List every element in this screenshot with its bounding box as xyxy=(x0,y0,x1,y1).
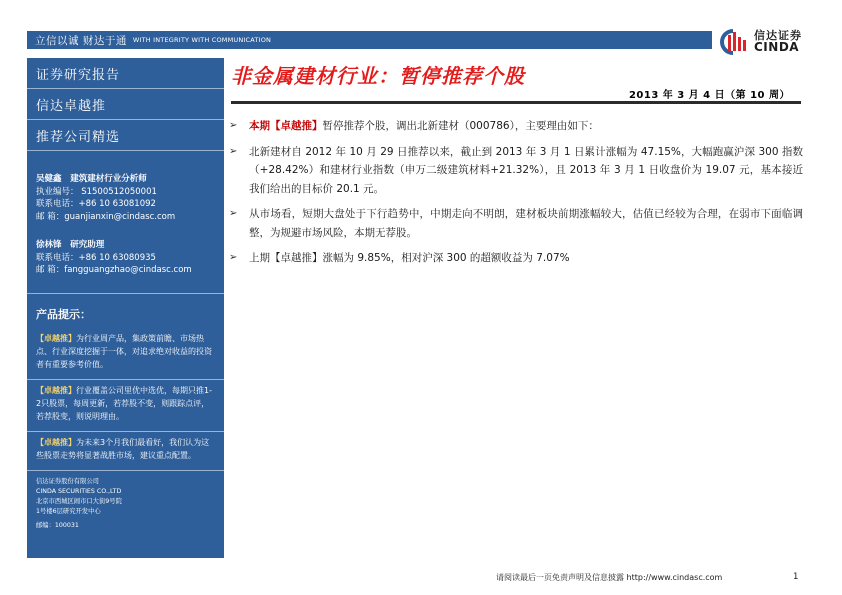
bullet-item xyxy=(229,143,803,199)
bullet-body: 暂停推荐个股，调出北新建材（000786），主要理由如下： xyxy=(322,120,599,132)
analyst-email[interactable]: 邮 箱：guanjianxin@cindasc.com xyxy=(36,211,176,222)
hint-tag: 【卓越推】 xyxy=(36,333,76,343)
analyst-license: 执业编号： S1500512050001 xyxy=(36,186,157,197)
product-hint-item xyxy=(27,328,224,380)
analyst-email[interactable]: 邮 箱：fangguangzhao@cindasc.com xyxy=(36,265,192,275)
company-address: 北京市西城区闹市口大街9号院 xyxy=(36,497,122,505)
cinda-logo-icon xyxy=(716,26,752,56)
bullet-emphasis: 本期【卓越推】 xyxy=(249,120,323,132)
analyst-title: 建筑建材行业分析师 xyxy=(70,174,147,184)
footer-disclaimer[interactable]: 请阅读最后一页免责声明及信息披露 http://www.cindasc.com xyxy=(496,573,723,582)
company-name-en: CINDA SECURITIES CO.,LTD xyxy=(36,487,122,495)
report-date: 2013 年 3 月 4 日（第 10 周） xyxy=(628,90,790,101)
analyst-name: 徐林锋 xyxy=(36,240,62,250)
bullet-item xyxy=(229,205,803,242)
bullet-body: 北新建材自 2012 年 10 月 29 日推荐以来，截止到 2013 年 3 月 1 日累计涨幅为 47.15%，大幅跑赢沪深 300 指数（+28.42%）和建材行业指数（申万二级建筑材料+21.32%），且 2013 年 3 月 1 日收盘价为 19.07 元，基本接近我们给出的目标价 20.1 元。 xyxy=(249,145,803,195)
hint-text: 为行业周产品，集政策前瞻、市场热点、行业深度挖掘于一体，对追求绝对收益的投资者有重要参考价值。 xyxy=(36,333,212,369)
analyst-title: 研究助理 xyxy=(70,240,105,250)
arrow-bullet-icon: ➢ xyxy=(229,120,238,131)
sidebar-heading-section: 推荐公司精选 xyxy=(27,120,224,151)
analyst-phone: 联系电话：+86 10 63080935 xyxy=(36,252,156,263)
arrow-bullet-icon: ➢ xyxy=(229,145,238,157)
hint-tag: 【卓越推】 xyxy=(36,437,76,447)
product-hint-title: 产品提示： xyxy=(36,307,91,321)
analyst-list xyxy=(27,151,224,277)
arrow-bullet-icon: ➢ xyxy=(229,252,238,263)
company-info xyxy=(27,471,224,531)
page-number: 1 xyxy=(793,572,799,582)
analyst-card xyxy=(36,239,215,277)
bullet-body: 上期【卓越推】涨幅为 9.85%，相对沪深 300 的超额收益为 7.07% xyxy=(249,252,570,264)
analyst-name: 吴健鑫 xyxy=(36,174,62,184)
company-zip: 邮编：100031 xyxy=(36,521,79,529)
title-rule xyxy=(231,101,801,104)
left-sidebar xyxy=(27,58,224,558)
top-banner xyxy=(0,0,842,58)
arrow-bullet-icon: ➢ xyxy=(229,208,238,219)
bullet-text xyxy=(249,117,803,136)
report-title: 非金属建材行业：暂停推荐个股 xyxy=(231,64,525,88)
slogan-strip xyxy=(27,31,712,49)
logo-text-cn: 信达证券 xyxy=(754,29,802,42)
slogan-en: WITH INTEGRITY WITH COMMUNICATION xyxy=(132,36,272,44)
product-hint-item xyxy=(27,380,224,432)
slogan-cn: 立信以诚 财达于通 xyxy=(35,34,127,47)
cinda-logo xyxy=(716,24,816,58)
bullet-item xyxy=(229,117,803,136)
analyst-phone: 联系电话：+86 10 63081092 xyxy=(36,199,156,209)
analyst-card xyxy=(36,173,215,223)
sidebar-heading-report-type: 证券研究报告 xyxy=(27,58,224,89)
product-hint-item xyxy=(27,432,224,471)
bullet-item xyxy=(229,249,803,268)
bullet-body: 从市场看，短期大盘处于下行趋势中，中期走向不明朗，建材板块前期涨幅较大，估值已经较为合理，在弱市下面临调整，为规避市场风险，本期无荐股。 xyxy=(249,208,803,239)
bullet-list xyxy=(229,117,803,275)
sidebar-heading-product: 信达卓越推 xyxy=(27,89,224,120)
logo-text-en: CINDA xyxy=(754,40,800,54)
hint-tag: 【卓越推】 xyxy=(36,385,76,395)
hint-text: 行业覆盖公司里优中选优，每期只推1-2只股票，每周更新，若荐股不变，则跟踪点评，若荐股变，则说明理由。 xyxy=(36,385,212,421)
company-name-cn: 信达证券股份有限公司 xyxy=(36,477,99,485)
company-address: 1号楼6层研究开发中心 xyxy=(36,507,101,515)
hint-text: 为未来3个月我们最看好，我们认为这些股票走势将显著战胜市场，建议重点配置。 xyxy=(36,437,210,460)
